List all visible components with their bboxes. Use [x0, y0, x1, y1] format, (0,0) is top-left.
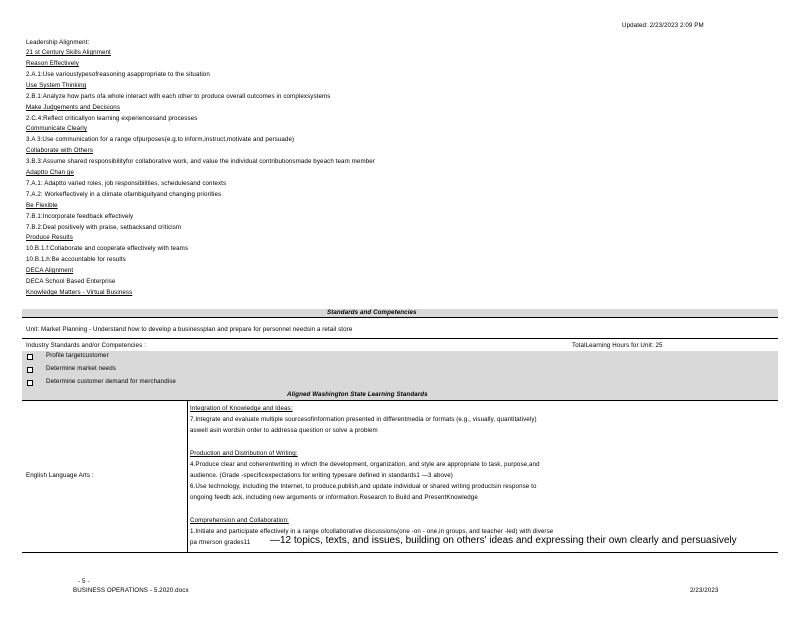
competency-item: Determine customer demand for merchandise [46, 378, 176, 385]
divider [22, 552, 778, 553]
divider [22, 338, 778, 339]
standard-line: aswell asin wordsin order to addressa question or solve a problem [190, 427, 378, 434]
century-skills-title: 21 st Century Skills Alignment [26, 49, 111, 56]
alignment-item: DECA School Based Enterprise [26, 278, 116, 285]
alignment-heading: Communicate Clearly [26, 125, 88, 133]
comprehension-heading: Comprehension and Collaboration: [190, 517, 289, 524]
checkbox-icon [27, 354, 33, 360]
standard-line-large: —12 topics, texts, and issues, building on others' ideas and expressing their own clearly and persuasively [270, 535, 737, 546]
leadership-alignment-title: Leadership Alignment: [26, 39, 90, 46]
alignment-item: 3.B.3:Assume shared responsibilityfor collaborative work, and value the individual contributionsmade byeach team member [26, 158, 375, 166]
standard-line: audience. (Grade -specificexpectations for writing typesare defined in standards1 —3 above) [190, 472, 453, 479]
alignment-heading: Produce Results [26, 234, 73, 242]
integration-heading: Integration of Knowledge and Ideas: [190, 405, 293, 412]
alignment-item: 7.B.1:Incorporate feedback effectively [26, 212, 134, 220]
divider [22, 317, 778, 318]
production-heading: Production and Distribution of Writing: [190, 450, 298, 457]
subject-label: English Language Arts : [26, 472, 94, 479]
industry-standards-label: Industry Standards and/or Competencies : [26, 342, 146, 349]
alignment-heading: Make Judgements and Decisions [26, 103, 121, 111]
alignment-heading: Knowledge Matters - Virtual Business [26, 288, 133, 296]
standard-line: 1.Initiate and participate effectively in a range ofcollaborative discussions(one -on - one,in groups, and teacher -led) with diverse [190, 528, 554, 535]
standards-heading: Standards and Competencies [327, 309, 417, 316]
total-hours-label: TotalLearning Hours for Unit: 25 [572, 342, 663, 349]
alignment-heading: DECA Alignment [26, 267, 74, 275]
standard-line: 6.Use technology, including the Internet, to produce,publish,and update individual or shared writing productsin response to [190, 483, 537, 490]
competency-item: Determine market needs [46, 365, 116, 372]
standard-line: ongoing feedb ack, including new arguments or information.Research to Build and PresentKnowledge [190, 494, 478, 501]
aligned-standards-heading: Aligned Washington State Learning Standards [287, 391, 428, 398]
alignment-heading: Be Flexible [26, 201, 58, 209]
standard-line: 7.Integrate and evaluate multiple sourcesofinformation presented in differentmedia or formats (e.g., visually, quantitatively) [190, 416, 537, 423]
checkbox-icon [27, 380, 33, 386]
competency-item: Profile targetcustomer [46, 352, 109, 359]
footer-date: 2/23/2023 [690, 587, 719, 594]
page-number: - 5 - [78, 578, 90, 585]
alignment-item: 3.A 3:Use communication for a range ofpurposes(e.g.to inform,instruct,motivate and persuade) [26, 136, 295, 144]
alignment-item: 2.B.1:Analyze how parts ofa whole interact with each other to produce overall outcomes in complexsystems [26, 92, 331, 100]
standard-line: pa rtnerson grades11 [190, 539, 251, 546]
checkbox-icon [27, 367, 33, 373]
footer-filename: BUSINESS OPERATIONS - 5.2020.docx [73, 587, 189, 594]
alignment-heading: Collaborate with Others [26, 147, 93, 155]
alignment-item: 7.A.2: Workeffectively in a climate ofambiguityand changing priorities [26, 190, 222, 198]
alignment-heading: Adaptto Chan ge [26, 169, 74, 176]
alignment-item: 10.B.1.f:Collaborate and cooperate effectively with teams [26, 245, 189, 253]
unit-description: Unit: Market Planning - Understand how to develop a businessplan and prepare for personnel needsin a retail store [26, 326, 353, 333]
divider [22, 400, 778, 401]
alignment-heading: Use System Thinking [26, 81, 87, 89]
alignment-item: 2.C.4:Reflect criticallyon learning experiencesand processes [26, 114, 198, 122]
alignment-item: 10.B.1.h:Be accountable for results [26, 256, 126, 264]
standard-line: 4.Produce clear and coherentwriting in which the development, organization, and style are appropriate to task, purpose,and [190, 461, 540, 468]
column-divider [187, 400, 188, 552]
alignment-heading: Reason Effectively [26, 60, 79, 67]
alignment-item: 7.B.2:Deal positively with praise, setbacksand criticism [26, 223, 182, 231]
alignment-item: 7.A.1: Adaptto varied roles, job responsibilities, schedulesand contexts [26, 179, 227, 187]
alignment-item: 2.A.1:Use varioustypesofreasoning asappropriate to the situation [26, 70, 210, 78]
updated-stamp: Updated: 2/23/2023 2:09 PM [622, 22, 704, 29]
